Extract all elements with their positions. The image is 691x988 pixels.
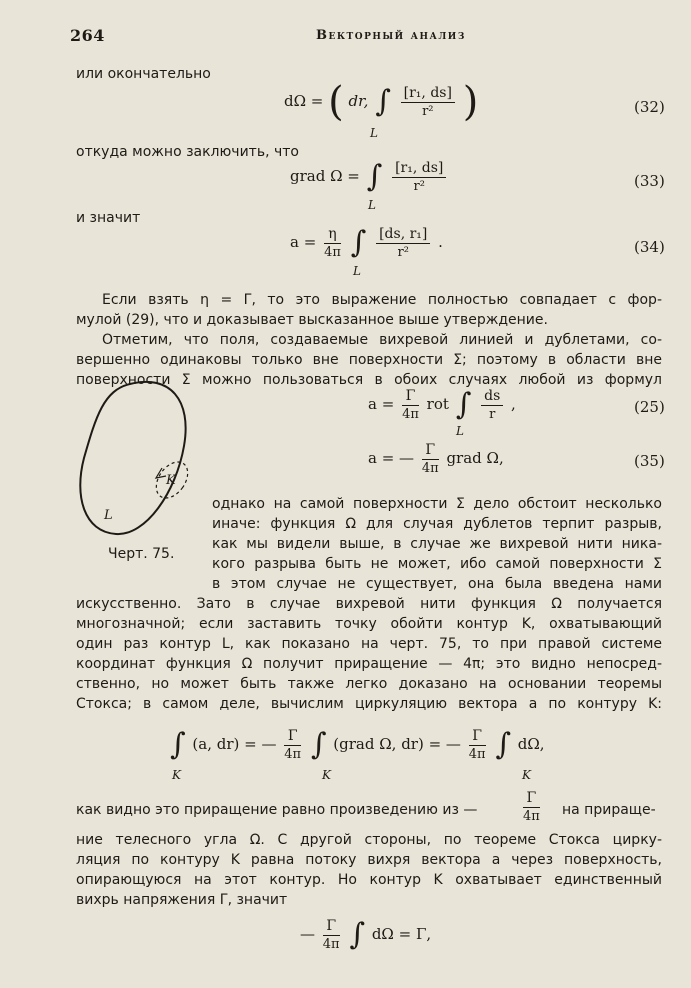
eq-part: (a, dr) = —: [192, 735, 277, 753]
integral-sign: ∫: [310, 727, 327, 762]
integral-limit: K: [522, 768, 531, 782]
text-line: на прираще-: [562, 802, 656, 818]
equation-35: [368, 442, 504, 476]
contour-L: [80, 382, 185, 534]
integral-limit: L: [370, 126, 378, 140]
fraction: $\frac{ds}{r}$: [481, 388, 503, 422]
text-line: однако на самой поверхности Σ дело обстоит несколько: [212, 496, 662, 512]
coef-fraction: $\frac{\Gamma}{4\pi}$: [402, 388, 419, 422]
coef-fraction: $\frac{\eta}{4\pi}$: [324, 226, 341, 260]
page-number: 264: [70, 26, 105, 45]
integral-limit: L: [353, 264, 361, 278]
equation-34: [290, 226, 443, 260]
integral-sign: ∫: [375, 84, 391, 119]
text-line: опирающуюся на этот контур. Но контур K охватывает единственный: [76, 872, 662, 888]
text-line: в этом случае не существует, она была введена нами: [212, 576, 662, 592]
equation-33: [290, 160, 449, 194]
text-line: как видно это приращение равно произведению из —: [76, 802, 478, 818]
text-line: кого разрыва быть не может, ибо самой поверхности Σ: [212, 556, 662, 572]
equation-number: (25): [634, 398, 665, 416]
text-line: откуда можно заключить, что: [76, 144, 299, 160]
text-line: Отметим, что поля, создаваемые вихревой линией и дублетами, со-: [102, 332, 662, 348]
text-line: мулой (29), что и доказывает высказанное выше утверждение.: [76, 312, 548, 328]
integral-sign: ∫: [170, 727, 186, 762]
text-line: или окончательно: [76, 66, 211, 82]
eq-operator: rot: [426, 395, 449, 413]
integral-sign: ∫: [366, 159, 383, 194]
text-line: иначе: функция Ω для случая дублетов терпит разрыв,: [212, 516, 662, 532]
figure-label-K: K: [166, 473, 176, 488]
text-line: Если взять η = Γ, то это выражение полностью совпадает с фор-: [102, 292, 662, 308]
equation-25: [368, 388, 516, 422]
fraction: $\frac{\text{[r₁, ds]}}{\text{r²}}$: [401, 85, 455, 119]
circulation-equation: [168, 728, 545, 762]
integral-limit: L: [456, 424, 464, 438]
equation-number: (33): [634, 172, 665, 190]
text-line: многозначной; если заставить точку обойти контур K, охватывающий: [76, 616, 662, 632]
integral-limit: K: [172, 768, 181, 782]
coef-fraction: $\frac{\Gamma}{4\pi}$: [322, 918, 340, 952]
final-equation: [300, 918, 431, 952]
eq-operator: grad Ω,: [446, 449, 504, 467]
integral-sign: ∫: [455, 387, 472, 422]
figure-caption: Черт. 75.: [108, 546, 175, 562]
integral-limit: L: [368, 198, 376, 212]
eq-inner: dr,: [348, 92, 369, 110]
eq-part: dΩ,: [517, 735, 545, 753]
integral-limit: K: [322, 768, 331, 782]
eq-lhs: dΩ =: [284, 92, 324, 110]
coef-fraction: $\frac{\Gamma}{4\pi}$: [421, 442, 439, 476]
paren-close: ): [462, 79, 479, 125]
eq-trail: ,: [511, 395, 516, 413]
text-line: поверхности Σ можно пользоваться в обоих случаях любой из формул: [76, 372, 662, 388]
text-line: ляция по контуру K равна потоку вихря вектора a через поверхность,: [76, 852, 662, 868]
fraction: $\frac{\text{[ds, r₁]}}{\text{r²}}$: [376, 226, 430, 260]
figure-label-L: L: [104, 508, 113, 523]
text-line: один раз контур L, как показано на черт. 75, то при правой системе: [76, 636, 662, 652]
fraction: $\frac{\text{[r₁, ds]}}{\text{r²}}$: [392, 160, 446, 194]
eq-trail: .: [438, 233, 443, 251]
paren-open: (: [328, 79, 344, 125]
coef-fraction: $\frac{\Gamma}{4\pi}$: [284, 728, 302, 762]
eq-lhs: a =: [290, 233, 317, 251]
text-line: вихрь напряжения Γ, значит: [76, 892, 288, 908]
figure-75: [60, 370, 210, 550]
text-line: Стокса; в самом деле, вычислим циркуляцию вектора a по контуру K:: [76, 696, 662, 712]
text-line: ние телесного угла Ω. С другой стороны, по теореме Стокса цирку-: [76, 832, 662, 848]
eq-lhs: grad Ω =: [290, 167, 360, 185]
integral-sign: ∫: [349, 917, 366, 952]
equation-32: [284, 79, 479, 125]
text-line: искусственно. Зато в случае вихревой нити функция Ω получается: [76, 596, 662, 612]
text-line: координат функция Ω получит приращение — 4π; это видно непосред-: [76, 656, 662, 672]
text-line: ственно, но может быть также легко доказано на основании теоремы: [76, 676, 662, 692]
eq-rhs: dΩ = Γ,: [371, 925, 432, 943]
eq-part: (grad Ω, dr) = —: [333, 735, 461, 753]
coef-fraction: $\frac{\Gamma}{4\pi}$: [468, 728, 486, 762]
text-line: как мы видели выше, в случае же вихревой нити ника-: [212, 536, 662, 552]
inline-fraction: $\frac{\Gamma}{4\pi}$: [523, 790, 540, 824]
equation-number: (34): [634, 238, 665, 256]
integral-sign: ∫: [350, 225, 367, 260]
eq-lhs: —: [300, 925, 315, 943]
equation-number: (32): [634, 98, 665, 116]
running-title: Векторный анализ: [316, 28, 466, 43]
text-line: и значит: [76, 210, 141, 226]
eq-lhs: a = —: [368, 449, 415, 467]
eq-lhs: a =: [368, 395, 395, 413]
integral-sign: ∫: [495, 727, 511, 762]
text-line: вершенно одинаковы только вне поверхности Σ; поэтому в области вне: [76, 352, 662, 368]
equation-number: (35): [634, 452, 665, 470]
